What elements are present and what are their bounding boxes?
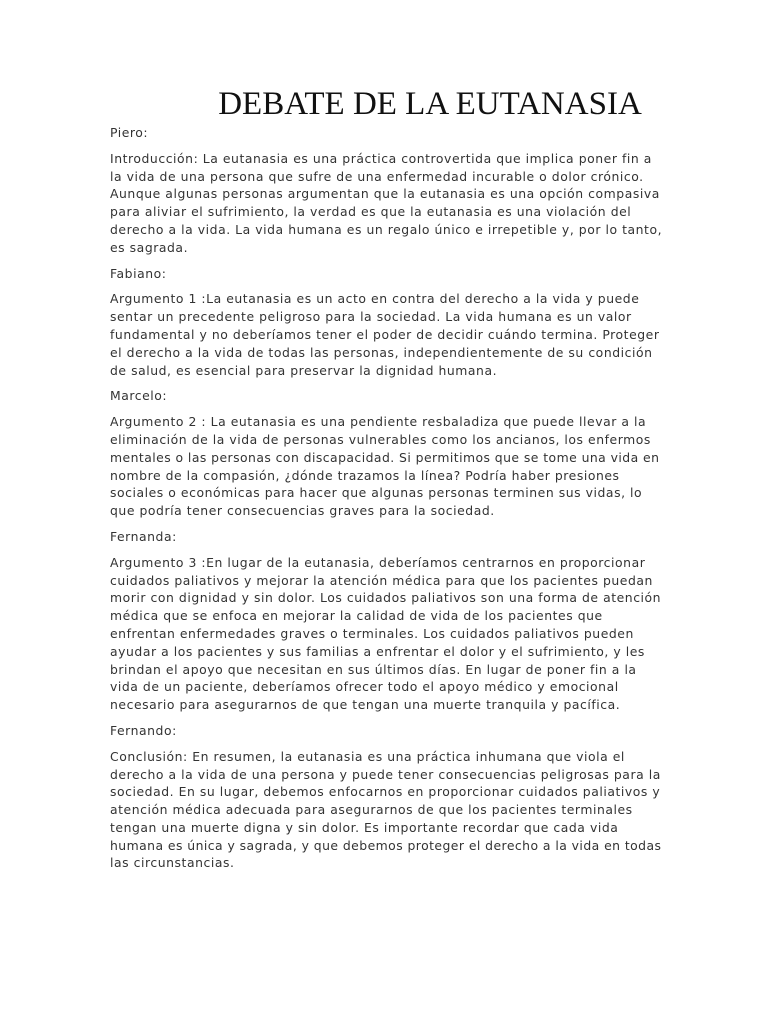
paragraph-line: Aunque algunas personas argumentan que la eutanasia es una opción compasiva <box>110 186 660 202</box>
paragraph-line: nombre de la compasión, ¿dónde trazamos la línea? Podría haber presiones <box>110 467 620 483</box>
paragraph-line: médica que se enfoca en mejorar la calidad de vida de los pacientes que <box>110 608 603 624</box>
paragraph-line: sociedad. En su lugar, debemos enfocarnos en proporcionar cuidados paliativos y <box>110 784 661 800</box>
paragraph-line: humana es única y sagrada, y que debemos proteger el derecho a la vida en todas <box>110 837 662 853</box>
paragraph-line: cuidados paliativos y mejorar la atención médica para que los pacientes puedan <box>110 572 653 588</box>
paragraph-line: derecho a la vida. La vida humana es un regalo único e irrepetible y, por lo tanto, <box>110 221 663 237</box>
paragraph-line: mentales o las personas con discapacidad. Si permitimos que se tome una vida en <box>110 449 660 465</box>
paragraph-line: que podría tener consecuencias graves para la sociedad. <box>110 503 495 519</box>
paragraph-line: Argumento 2 : La eutanasia es una pendiente resbaladiza que puede llevar a la <box>110 414 647 430</box>
paragraph-line: vida de un paciente, deberíamos ofrecer todo el apoyo médico y emocional <box>110 679 619 695</box>
speaker-label: Marcelo: <box>110 388 168 404</box>
paragraph-line: las circunstancias. <box>110 855 235 871</box>
paragraph-line: de salud, es esencial para preservar la dignidad humana. <box>110 362 498 378</box>
paragraph-line: ayudar a los pacientes y sus familias a enfrentar el dolor y el sufrimiento, y les <box>110 643 645 659</box>
paragraph-line: Argumento 3 :En lugar de la eutanasia, deberíamos centrarnos en proporcionar <box>110 554 646 570</box>
paragraph-line: morir con dignidad y sin dolor. Los cuidados paliativos son una forma de atención <box>110 590 662 606</box>
paragraph-line: Conclusión: En resumen, la eutanasia es una práctica inhumana que viola el <box>110 748 625 764</box>
section-paragraph <box>110 413 662 520</box>
speaker-label: Fernanda: <box>110 528 177 544</box>
paragraph-line: derecho a la vida de una persona y puede tener consecuencias peligrosas para la <box>110 766 661 782</box>
paragraph-line: eliminación de la vida de personas vulnerables como los ancianos, los enfermos <box>110 431 651 447</box>
paragraph-line: atención médica adecuada para asegurarnos de que los pacientes terminales <box>110 802 633 818</box>
section-paragraph <box>110 554 662 714</box>
paragraph-line: enfrentan enfermedades graves o terminales. Los cuidados paliativos pueden <box>110 625 634 641</box>
paragraph-line: brindan el apoyo que necesitan en sus últimos días. En lugar de poner fin a la <box>110 661 637 677</box>
speaker-label: Fabiano: <box>110 265 167 281</box>
paragraph-line: sentar un precedente peligroso para la sociedad. La vida humana es un valor <box>110 309 632 325</box>
section-paragraph <box>110 748 662 873</box>
paragraph-line: la vida de una persona que sufre de una enfermedad incurable o dolor crónico. <box>110 168 644 184</box>
paragraph-line: tengan una muerte digna y sin dolor. Es importante recordar que cada vida <box>110 819 619 835</box>
paragraph-line: el derecho a la vida de todas las personas, independientemente de su condición <box>110 344 653 360</box>
section-paragraph <box>110 290 662 379</box>
paragraph-line: fundamental y no deberíamos tener el poder de decidir cuándo termina. Proteger <box>110 326 660 342</box>
document-body <box>110 124 662 880</box>
paragraph-line: Argumento 1 :La eutanasia es un acto en contra del derecho a la vida y puede <box>110 291 640 307</box>
paragraph-line: necesario para asegurarnos de que tengan una muerte tranquila y pacífica. <box>110 697 621 713</box>
section-paragraph <box>110 150 662 257</box>
paragraph-line: sociales o económicas para hacer que algunas personas terminen sus vidas, lo <box>110 485 643 501</box>
paragraph-line: es sagrada. <box>110 239 189 255</box>
paragraph-line: para aliviar el sufrimiento, la verdad es que la eutanasia es una violación del <box>110 204 632 220</box>
speaker-label: Fernando: <box>110 722 177 738</box>
speaker-label: Piero: <box>110 125 149 140</box>
paragraph-line: Introducción: La eutanasia es una práctica controvertida que implica poner fin a <box>110 150 652 166</box>
document-title: DEBATE DE LA EUTANASIA <box>218 86 642 122</box>
